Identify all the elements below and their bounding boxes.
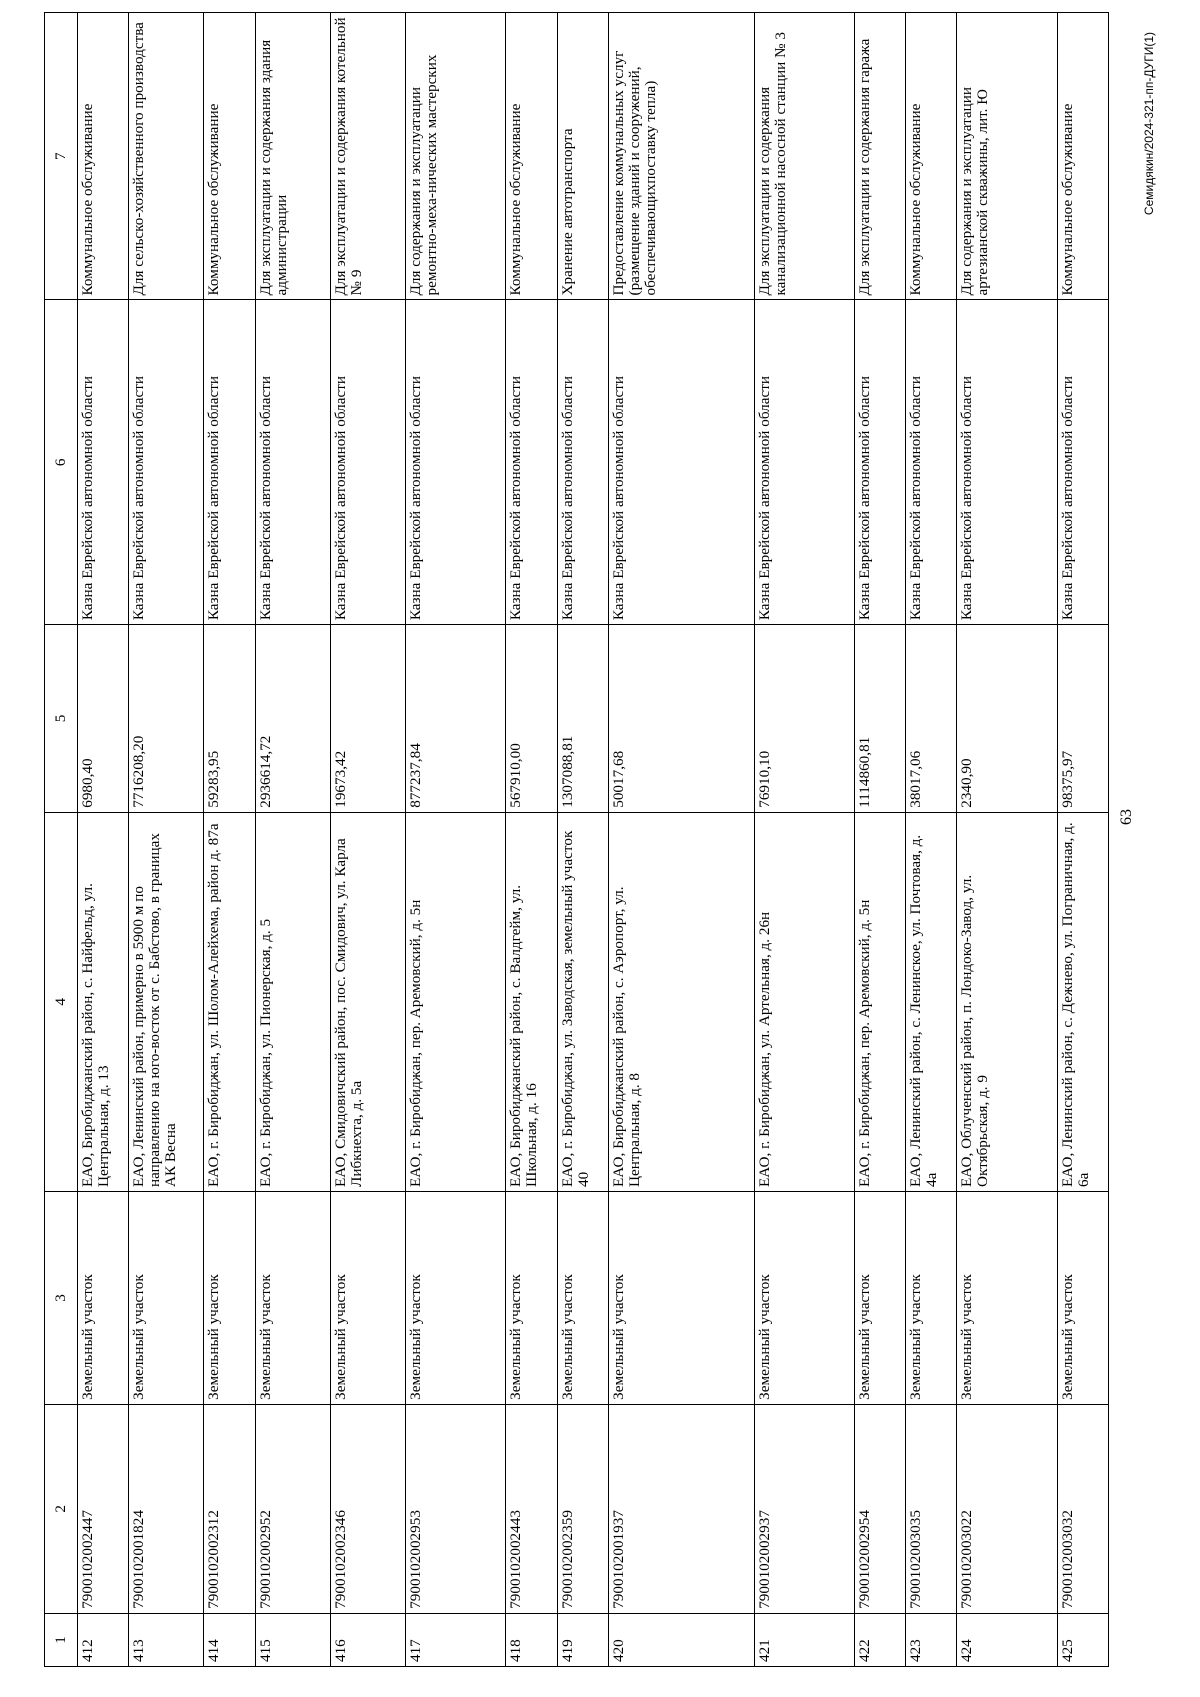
table-row (906, 13, 957, 1667)
cadastral-value: 877237,84 (406, 625, 506, 813)
column-header: 7 (45, 13, 78, 300)
table-row (754, 13, 854, 1667)
row-number: 415 (255, 1613, 330, 1666)
object-type: Земельный участок (255, 1191, 330, 1404)
owner: Казна Еврейской автономной области (129, 300, 204, 625)
property-register-table (44, 12, 1109, 1667)
page-number: 63 (1118, 809, 1135, 825)
header-row (45, 13, 78, 1667)
row-number: 418 (506, 1613, 557, 1666)
cadastral-number: 7900102002447 (78, 1404, 129, 1613)
permitted-use: Предоставление коммунальных услуг (размещение зданий и сооружений, обеспечивающихпоставку тепла) (608, 13, 754, 300)
cadastral-number: 7900102002954 (854, 1404, 905, 1613)
object-address: ЕАО, Ленинский район, с. Ленинское, ул. Почтовая, д. 4а (906, 812, 957, 1191)
row-number: 423 (906, 1613, 957, 1666)
cadastral-value: 2936614,72 (255, 625, 330, 813)
column-header: 1 (45, 1613, 78, 1666)
cadastral-value: 7716208,20 (129, 625, 204, 813)
permitted-use: Для эксплуатации и содержания канализационной насосной станции № 3 (754, 13, 854, 300)
object-type: Земельный участок (506, 1191, 557, 1404)
permitted-use: Коммунальное обслуживание (506, 13, 557, 300)
permitted-use: Для содержания и эксплуатации ремонтно-меха-нических мастерских (406, 13, 506, 300)
owner: Казна Еврейской автономной области (78, 300, 129, 625)
object-address: ЕАО, Ленинский район, с. Дежнево, ул. Пограничная, д. 6а (1057, 812, 1108, 1191)
object-address: ЕАО, Биробиджанский район, с. Валдгейм, ул. Школьная, д. 16 (506, 812, 557, 1191)
cadastral-number: 7900102002443 (506, 1404, 557, 1613)
object-address: ЕАО, Биробиджанский район, с. Найфельд, ул. Центральная, д. 13 (78, 812, 129, 1191)
permitted-use: Коммунальное обслуживание (204, 13, 255, 300)
cadastral-value: 50017,68 (608, 625, 754, 813)
owner: Казна Еврейской автономной области (854, 300, 905, 625)
owner: Казна Еврейской автономной области (754, 300, 854, 625)
table-row (406, 13, 506, 1667)
owner: Казна Еврейской автономной области (557, 300, 608, 625)
permitted-use: Коммунальное обслуживание (1057, 13, 1108, 300)
row-number: 419 (557, 1613, 608, 1666)
permitted-use: Для содержания и эксплуатации артезианской скважины, лит. Ю (957, 13, 1057, 300)
object-type: Земельный участок (754, 1191, 854, 1404)
row-number: 417 (406, 1613, 506, 1666)
cadastral-number: 7900102001937 (608, 1404, 754, 1613)
table-row (255, 13, 330, 1667)
owner: Казна Еврейской автономной области (1057, 300, 1108, 625)
cadastral-number: 7900102002312 (204, 1404, 255, 1613)
permitted-use: Коммунальное обслуживание (78, 13, 129, 300)
object-address: ЕАО, г. Биробиджан, ул. Шолом-Алейхема, район д. 87а (204, 812, 255, 1191)
row-number: 421 (754, 1613, 854, 1666)
column-header: 5 (45, 625, 78, 813)
object-address: ЕАО, Облученский район, п. Лондоко-Завод, ул. Октябрьская, д. 9 (957, 812, 1057, 1191)
permitted-use: Для сельско-хозяйственного производства (129, 13, 204, 300)
object-address: ЕАО, г. Биробиджан, пер. Аремовский, д. 5н (406, 812, 506, 1191)
table-row (557, 13, 608, 1667)
permitted-use: Для эксплуатации и содержания котельной № 9 (330, 13, 405, 300)
cadastral-number: 7900102001824 (129, 1404, 204, 1613)
cadastral-number: 7900102002953 (406, 1404, 506, 1613)
document-footer-code: Семидякин/2024-321-пп-ДУГИ(1) (1142, 32, 1156, 216)
cadastral-value: 6980,40 (78, 625, 129, 813)
permitted-use: Коммунальное обслуживание (906, 13, 957, 300)
object-type: Земельный участок (608, 1191, 754, 1404)
table-row (608, 13, 754, 1667)
owner: Казна Еврейской автономной области (506, 300, 557, 625)
row-number: 413 (129, 1613, 204, 1666)
table-row (506, 13, 557, 1667)
cadastral-value: 59283,95 (204, 625, 255, 813)
object-type: Земельный участок (129, 1191, 204, 1404)
object-type: Земельный участок (406, 1191, 506, 1404)
object-type: Земельный участок (330, 1191, 405, 1404)
cadastral-value: 2340,90 (957, 625, 1057, 813)
row-number: 420 (608, 1613, 754, 1666)
permitted-use: Хранение автотранспорта (557, 13, 608, 300)
cadastral-number: 7900102002346 (330, 1404, 405, 1613)
owner: Казна Еврейской автономной области (957, 300, 1057, 625)
table-row (957, 13, 1057, 1667)
table-row (1057, 13, 1108, 1667)
table-row (78, 13, 129, 1667)
object-address: ЕАО, г. Биробиджан, ул. Заводская, земельный участок 40 (557, 812, 608, 1191)
cadastral-value: 38017,06 (906, 625, 957, 813)
column-header: 3 (45, 1191, 78, 1404)
object-type: Земельный участок (1057, 1191, 1108, 1404)
cadastral-number: 7900102003022 (957, 1404, 1057, 1613)
object-type: Земельный участок (854, 1191, 905, 1404)
permitted-use: Для эксплуатации и содержания здания администрации (255, 13, 330, 300)
object-type: Земельный участок (906, 1191, 957, 1404)
object-address: ЕАО, г. Биробиджан, пер. Аремовский, д. 5н (854, 812, 905, 1191)
object-type: Земельный участок (557, 1191, 608, 1404)
cadastral-number: 7900102003035 (906, 1404, 957, 1613)
object-type: Земельный участок (957, 1191, 1057, 1404)
table-row (854, 13, 905, 1667)
cadastral-value: 1114860,81 (854, 625, 905, 813)
cadastral-value: 76910,10 (754, 625, 854, 813)
table-row (204, 13, 255, 1667)
owner: Казна Еврейской автономной области (906, 300, 957, 625)
column-header: 2 (45, 1404, 78, 1613)
owner: Казна Еврейской автономной области (406, 300, 506, 625)
row-number: 412 (78, 1613, 129, 1666)
row-number: 424 (957, 1613, 1057, 1666)
row-number: 416 (330, 1613, 405, 1666)
cadastral-value: 567910,00 (506, 625, 557, 813)
object-address: ЕАО, Биробиджанский район, с. Аэропорт, ул. Центральная, д. 8 (608, 812, 754, 1191)
table-row (330, 13, 405, 1667)
object-address: ЕАО, Смидовичский район, пос. Смидович, ул. Карла Либкнехта, д. 5а (330, 812, 405, 1191)
row-number: 425 (1057, 1613, 1108, 1666)
row-number: 414 (204, 1613, 255, 1666)
permitted-use: Для эксплуатации и содержания гаража (854, 13, 905, 300)
object-address: ЕАО, г. Биробиджан, ул. Пионерская, д. 5 (255, 812, 330, 1191)
object-type: Земельный участок (78, 1191, 129, 1404)
table-row (129, 13, 204, 1667)
cadastral-number: 7900102002952 (255, 1404, 330, 1613)
cadastral-number: 7900102003032 (1057, 1404, 1108, 1613)
cadastral-number: 7900102002937 (754, 1404, 854, 1613)
owner: Казна Еврейской автономной области (608, 300, 754, 625)
owner: Казна Еврейской автономной области (255, 300, 330, 625)
owner: Казна Еврейской автономной области (204, 300, 255, 625)
column-header: 6 (45, 300, 78, 625)
cadastral-value: 98375,97 (1057, 625, 1108, 813)
column-header: 4 (45, 812, 78, 1191)
cadastral-value: 1307088,81 (557, 625, 608, 813)
object-address: ЕАО, г. Биробиджан, ул. Артельная, д. 26н (754, 812, 854, 1191)
object-address: ЕАО, Ленинский район, примерно в 5900 м по направлению на юго-восток от с. Бабстово, в границах АК Весна (129, 812, 204, 1191)
row-number: 422 (854, 1613, 905, 1666)
cadastral-value: 19673,42 (330, 625, 405, 813)
owner: Казна Еврейской автономной области (330, 300, 405, 625)
cadastral-number: 7900102002359 (557, 1404, 608, 1613)
object-type: Земельный участок (204, 1191, 255, 1404)
